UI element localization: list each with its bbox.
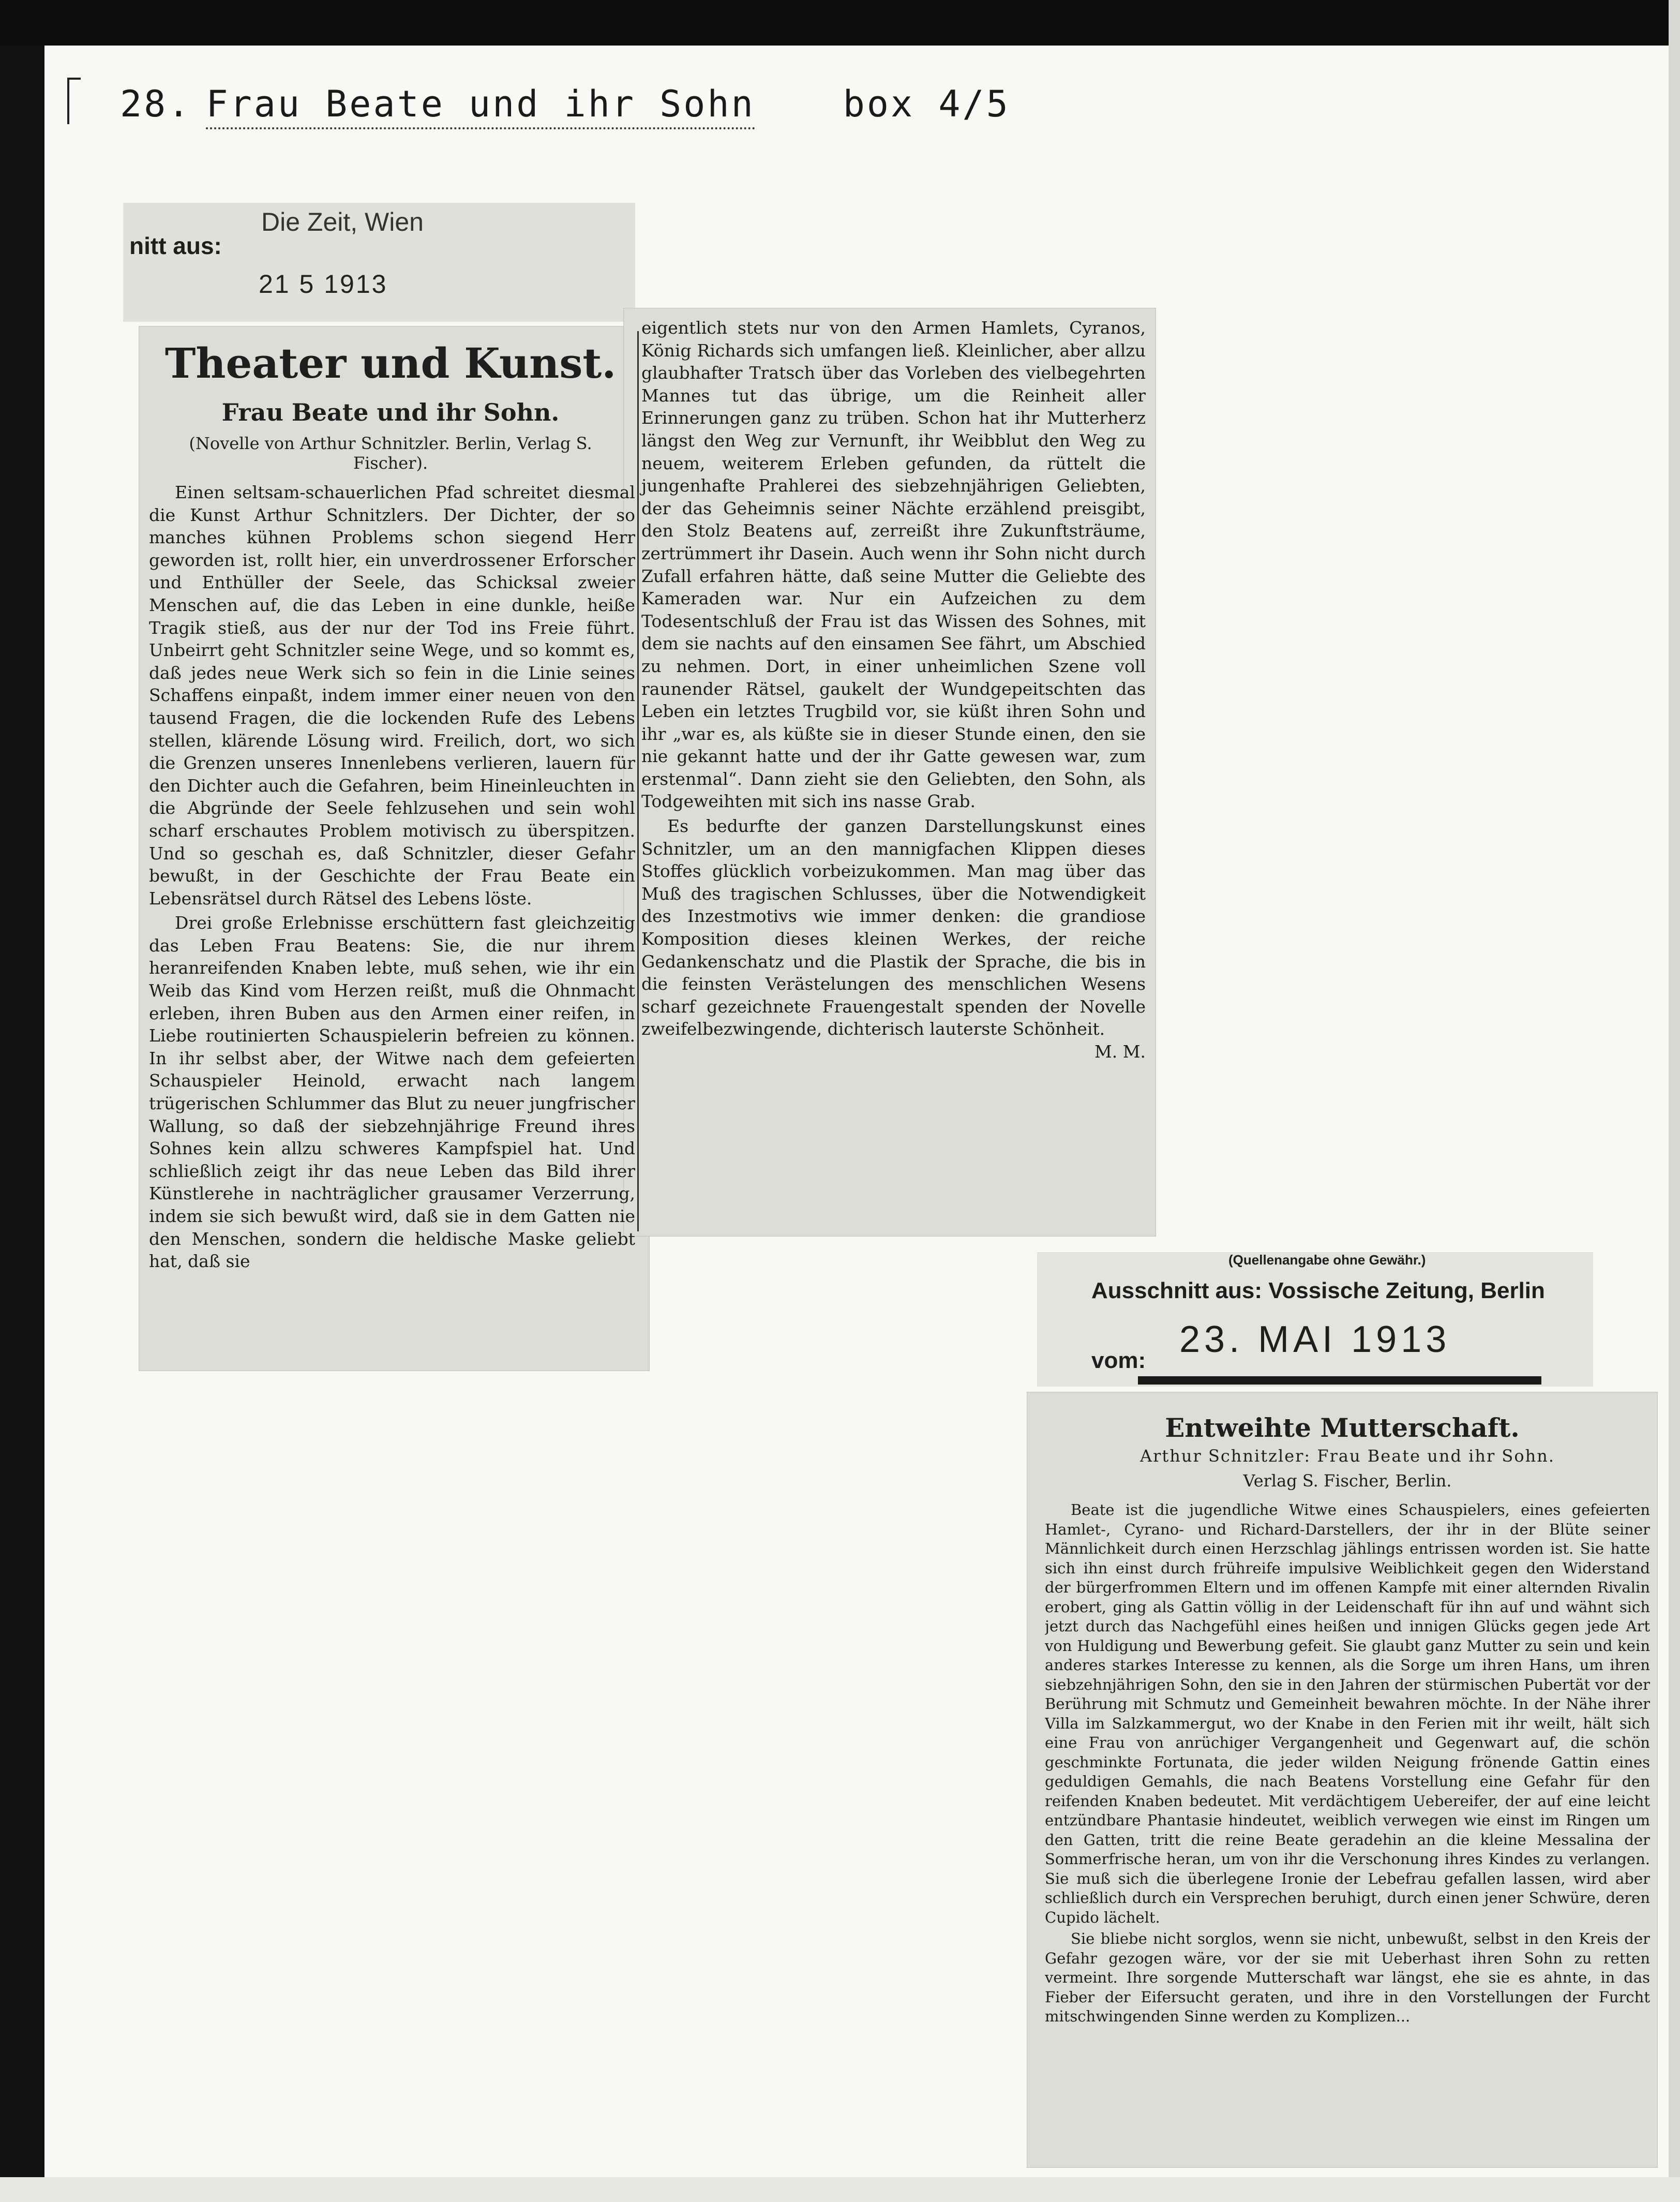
article-subtitle: (Novelle von Arthur Schnitzler. Berlin, Verlag S. Fischer). [189, 434, 592, 473]
clipping2-publisher: Verlag S. Fischer, Berlin. [1243, 1471, 1452, 1491]
clipping2-vom-label: vom: [1091, 1348, 1146, 1373]
clipping2-column [1045, 1500, 1650, 2163]
paragraph: Drei große Erlebnisse erschüttern fast gleichzeitig das Leben Frau Beatens: Sie, die nur ihrem heranreifenden Knaben lebte, muß sehen, wie ihr ein Weib das Kind vom Herzen reißt, muß die Ohnmacht erleben, ihren Buben aus den Armen einer reifen, in Liebe routinierten Schauspielerin befreien zu können. In ihr selbst aber, der Witwe nach dem gefeierten Schauspieler Heinold, erwacht nach langem trügerischen Schlummer das Blut zu neuer jungfrischer Wallung, so daß der siebzehnjährige Freund ihres Sohnes kein allzu schweres Kampfspiel hat. Und schließlich zeigt ihr das neue Leben das Bild ihrer Künstlerehe in nachträglicher grausamer Verzerrung, indem sie sich bewußt wird, daß sie in dem Gatten nie den Menschen, sondern die heldische Maske geliebt hat, daß sie [149, 913, 635, 1272]
clipping1-column-1 [149, 481, 635, 1273]
scan-border-bottom [0, 2177, 1680, 2202]
clipping2-headline: Entweihte Mutterschaft. [1165, 1412, 1520, 1443]
clipping2-stamp-label: Ausschnitt aus: Vossische Zeitung, Berlin [1091, 1278, 1545, 1303]
paragraph: eigentlich stets nur von den Armen Hamlets, Cyranos, König Richards sich umfangen ließ. Kleinlicher, aber allzu glaubhafter Tratsch über das Vorleben des vielbegehrten Mannes tut das übrige, um die Reinheit aller Erinnerungen ganz zu trüben. Schon hat ihr Mutterherz längst den Weg zur Vernunft, ihr Weibblut den Weg zu neuem, weiterem Erleben gefunden, da rüttelt die jungenhafte Prahlerei des siebzehnjährigen Geliebten, der das Geheimnis seiner Nächte erzählend preisgibt, den Stolz Beatens auf, zerreißt ihre Zukunftsträume, zertrümmert ihr Dasein. Auch wenn ihr Sohn nicht durch Zufall erfahren hätte, daß seine Mutter die Geliebte des Kameraden war. Nur ein Aufzeichen zu dem Todesentschluß der Frau ist das Wissen des Sohnes, mit dem sie nachts auf den einsamen See fährt, um Abschied zu nehmen. Dort, in einer unheimlichen Szene voll raunender Rätsel, gaukelt der Wundgepeitschten das Leben ein letztes Trugbild vor, sie küßt ihren Sohn und ihr „war es, als küßte sie in dieser Stunde einen, den sie nie gekannt hatte und der ihr Gatte gewesen war, zum erstenmal“. Dann zieht sie den Geliebten, den Sohn, als Todgeweihten mit sich ins nasse Grab. [641, 318, 1146, 812]
stamp-bar [1138, 1376, 1541, 1385]
article-title: Frau Beate und ihr Sohn. [221, 398, 560, 426]
corner-mark [67, 78, 81, 124]
sheet-number: 28. [120, 83, 192, 125]
section-heading: Theater und Kunst. [164, 339, 617, 388]
paragraph: Sie bliebe nicht sorglos, wenn sie nicht, unbewußt, selbst in den Kreis der Gefahr gezogen wäre, vor der sie mit Ueberhast ihren Sohn zu retten vermeint. Ihre sorgende Mutterschaft war längst, ehe sie es ahnte, in das Fieber der Eifersucht geraten, und ihre in den Vorstellungen der Furcht mitschwingenden Sinne werden zu Komplizen... [1045, 1930, 1650, 2025]
clipping1-date: 21 5 1913 [259, 270, 388, 299]
scan-border-top [0, 0, 1680, 46]
paragraph: Einen seltsam-schauerlichen Pfad schreitet diesmal die Kunst Arthur Schnitzlers. Der Dichter, der so manches kühnen Problems schon siegend Herr geworden ist, rollt hier, ein unverdrossener Erforscher und Enthüller der Seele, das Schicksal zweier Menschen auf, die das Leben in eine dunkle, heiße Tragik stieß, aus der nur der Tod ins Freie führt. Unbeirrt geht Schnitzler seine Wege, und so kommt es, daß jedes neue Werk sich so fein in die Linie seines Schaffens einpaßt, indem immer einer neuen von den tausend Fragen, die die lockenden Rufe des Lebens stellen, klärende Lösung wird. Freilich, dort, wo sich die Grenzen unseres Innenlebens verlieren, lauern für den Dichter auch die Gefahren, beim Hineinleuchten in die Abgründe der Seele fehlzusehen und sein wohl scharf erschautes Problem motivisch zu überspitzen. Und so geschah es, daß Schnitzler, dieser Gefahr bewußt, in der Geschichte der Frau Beate ein Lebensrätsel durch Rätsel des Lebens löste. [149, 482, 635, 909]
paragraph: Beate ist die jugendliche Witwe eines Schauspielers, eines gefeierten Hamlet-, Cyrano- und Richard-Darstellers, der ihr in der Blüte seiner Männlichkeit durch einen Herzschlag jählings entrissen worden ist. Sie hatte sich ihn einst durch frühreife impulsive Weiblichkeit gegen den Widerstand der bürgerfrommen Eltern und im offenen Kampfe mit einer alternden Rivalin erobert, ging als Gattin völlig in der Leidenschaft für ihn auf und wähnt sich jetzt durch das Nachgefühl eines heißen und innigen Glücks gegen jede Art von Huldigung und Bewerbung gefeit. Sie glaubt ganz Mutter zu sein und kein anderes starkes Interesse zu kennen, als die Sorge um ihren Hans, um ihren siebzehnjährigen Sohn, den sie in den Jahren der stürmischen Pubertät vor der Berührung mit Schmutz und Gemeinheit bewahren möchte. In der Nähe ihrer Villa im Salzkammergut, wo der Knabe in den Ferien mit ihr weilt, hält sich eine Frau von anrüchiger Vergangenheit und Gegenwart auf, die schön geschminkte Fortunata, die jeder wilden Neigung frönende Gattin eines geduldigen Gemahls, die nach Beatens Vorstellung eine Gefahr für den reifenden Knaben bedeutet. Mit verdächtigem Uebereifer, der auf eine leicht entzündbare Phantasie hindeutet, weiblich verwegen wie einst im Ringen um den Gatten, tritt die reine Beate geradehin an die kleine Messalina der Sommerfrische heran, um von ihr die Verschonung ihres Kindes zu verlangen. Sie muß sich die überlegene Ironie der Lebefrau gefallen lassen, wird aber schließlich durch ein Versprechen beruhigt, durch einen jener Schwüre, deren Cupido lächelt. [1045, 1501, 1650, 1926]
paragraph: Es bedurfte der ganzen Darstellungskunst eines Schnitzler, um an den mannigfachen Klippen dieses Stoffes glücklich vorbeizukommen. Man mag über das Muß des tragischen Schlusses, über die Notwendigkeit des Inzestmotivs wie immer denken: die grandiose Komposition dieses kleinen Werkes, der reiche Gedankenschatz und die Plastik der Sprache, die bis in die feinsten Verästelungen des menschlichen Wesens scharf gezeichnete Frauengestalt spenden der Novelle zweifelbezwingende, dichterisch lauterste Schönheit. [641, 816, 1146, 1039]
scan-border-left [0, 0, 44, 2202]
column-rule [637, 331, 639, 1231]
clipping1-column-2 [641, 317, 1146, 1063]
clipping2-byline: Arthur Schnitzler: Frau Beate und ihr Sohn. [1139, 1446, 1555, 1466]
clipping2-note: (Quellenangabe ohne Gewähr.) [1228, 1252, 1426, 1268]
clipping1-stamp-label: nitt aus: [129, 232, 222, 259]
scan-border-right [1669, 0, 1680, 2202]
sheet-title: Frau Beate und ihr Sohn [206, 83, 755, 129]
clipping2-date: 23. MAI 1913 [1179, 1319, 1451, 1360]
clipping1-source: Die Zeit, Wien [261, 207, 424, 236]
box-label: box 4/5 [843, 83, 1010, 125]
signature: M. M. [1094, 1042, 1146, 1062]
sheet-header [120, 83, 1010, 125]
